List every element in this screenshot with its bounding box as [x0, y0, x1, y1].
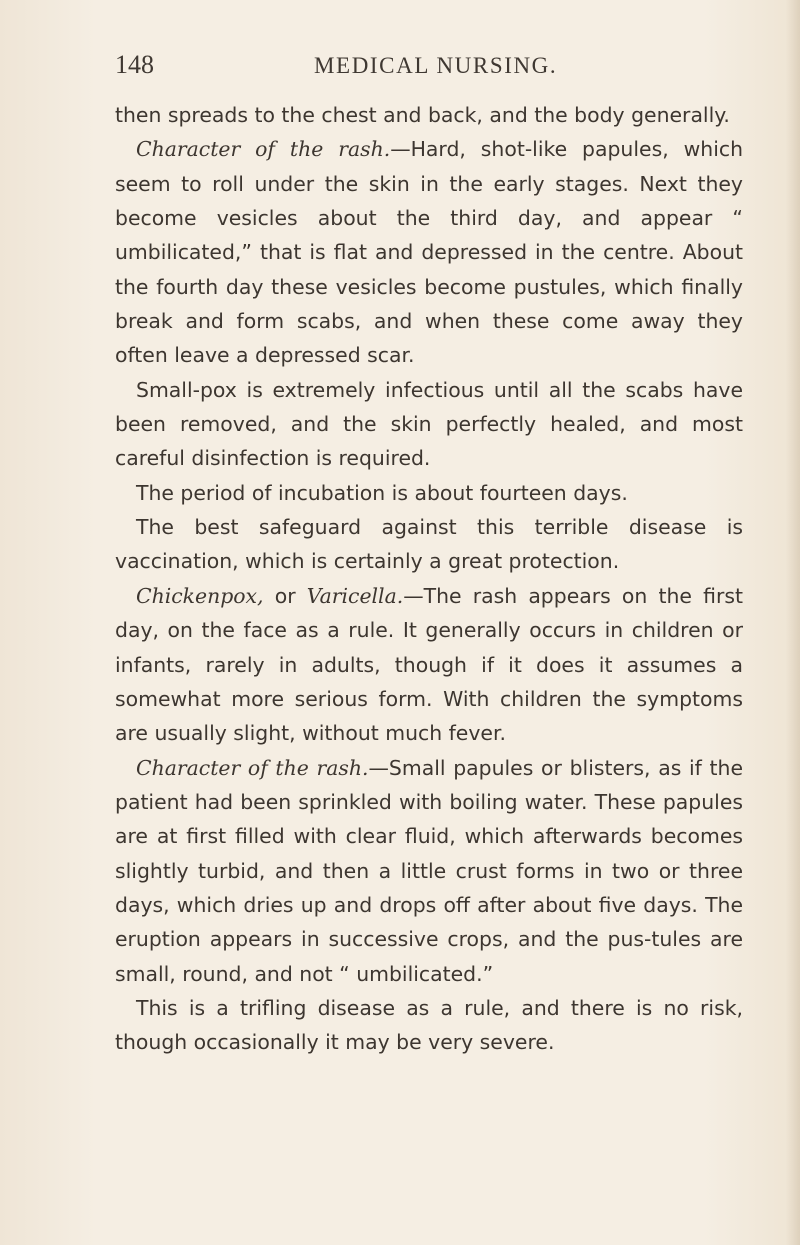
paragraph-safeguard [115, 510, 743, 579]
paragraph-text: —The rash appears on the first day, on the face as a rule. It generally occurs in children or infants, rarely in adults, though if it does it assumes a somewhat more serious form. With children the symptoms are usually slight, without much fever. [115, 583, 743, 746]
paragraph-chickenpox [115, 579, 743, 751]
running-head: MEDICAL NURSING. [314, 53, 558, 78]
paragraph-text: —Hard, shot-like papules, which seem to roll under the skin in the early stages. Next they become vesicles about the third day, and appear “ umbilicated,” that is flat and depressed in the centre. About the fourth day these vesicles become pustules, which finally break and form scabs, and when these come away they often leave a depressed scar. [115, 137, 743, 368]
paragraph-text: The best safeguard against this terrible disease is vaccination, which is certainly a great protection. [115, 515, 743, 574]
paragraph-chickenpox-rash [115, 751, 743, 991]
paragraph-continuation [115, 98, 743, 132]
paragraph-heading: Character of the rash. [136, 755, 369, 780]
paragraph-text: —Small papules or blisters, as if the patient had been sprinkled with boiling water. These papules are at first filled with clear fluid, which afterwards becomes slightly turbid, and then a little crust forms in two or three days, which dries up and drops off after about five days. The eruption appears in successive crops, and the pus-tules are small, round, and not “ umbilicated.” [115, 755, 744, 986]
body-text [115, 98, 743, 1060]
paragraph-infectious [115, 373, 743, 476]
paragraph-heading-2: Varicella. [306, 583, 404, 608]
page-header [115, 50, 743, 90]
paragraph-smallpox-rash [115, 132, 743, 372]
page-number: 148 [115, 50, 154, 79]
paragraph-heading: Chickenpox, [136, 583, 264, 608]
paragraph-text: then spreads to the chest and back, and the body generally. [115, 103, 730, 127]
paragraph-text: This is a trifling disease as a rule, and there is no risk, though occasionally it may be very severe. [115, 995, 743, 1055]
paragraph-text: Small-pox is extremely infectious until all the scabs have been removed, and the skin perfectly healed, and most careful disinfection is required. [115, 377, 743, 471]
paragraph-text: The period of incubation is about fourteen days. [136, 480, 628, 505]
paragraph-trifling [115, 991, 743, 1060]
paragraph-incubation [115, 476, 743, 510]
paragraph-connector: or [263, 583, 307, 608]
page-edge-shadow [786, 0, 800, 1245]
paragraph-heading: Character of the rash. [136, 137, 391, 162]
